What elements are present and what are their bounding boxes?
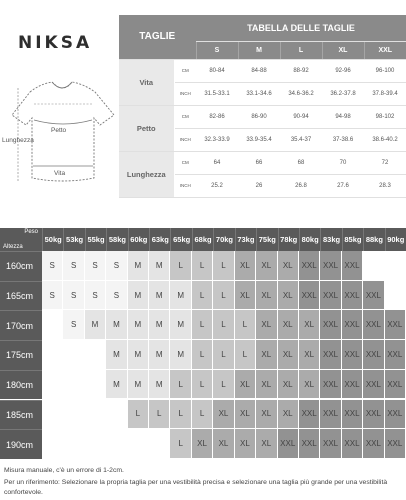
brand-logo: NIKSA (18, 33, 93, 53)
size-grid-cell: L (213, 310, 234, 340)
size-grid-cell: XL (213, 400, 234, 430)
size-grid-cell: S (42, 281, 63, 311)
size-grid-cell: XL (299, 310, 320, 340)
weight-header-cell: 85kg (342, 228, 363, 251)
size-grid-cell: XXL (320, 370, 341, 400)
size-grid-cell: XL (235, 429, 256, 459)
size-header-xl: XL (322, 41, 364, 59)
size-grid-cell (85, 400, 106, 430)
size-grid-cell: XL (235, 251, 256, 281)
size-grid-cell (85, 340, 106, 370)
measurement-value-cm: 84-88 (238, 59, 280, 82)
measurement-value-inch: 33.9-35.4 (238, 128, 280, 151)
measurement-value-cm: 98-102 (364, 105, 406, 128)
size-grid-cell (85, 370, 106, 400)
size-grid-cell: S (85, 251, 106, 281)
size-grid-cell: L (149, 400, 170, 430)
size-grid-cell: L (192, 281, 213, 311)
size-recommendation-grid (0, 228, 406, 459)
size-grid-cell: L (213, 281, 234, 311)
size-grid-cell: M (170, 281, 191, 311)
size-grid-cell: XXL (363, 370, 384, 400)
chest-label: Petto (51, 127, 67, 134)
measurement-value-inch: 38.6-40.2 (364, 128, 406, 151)
size-grid-cell: M (106, 310, 127, 340)
size-grid-cell: L (192, 251, 213, 281)
size-grid-cell: XXL (363, 340, 384, 370)
size-grid-cell: M (149, 251, 170, 281)
weight-header-cell: 80kg (299, 228, 320, 251)
measurement-value-cm: 66 (238, 151, 280, 174)
weight-header-cell: 88kg (363, 228, 384, 251)
size-grid-cell: XXL (342, 251, 363, 281)
size-grid-cell: XXL (320, 429, 341, 459)
size-grid-cell (63, 340, 84, 370)
measurement-value-cm: 86-90 (238, 105, 280, 128)
measurement-name: Petto (119, 105, 174, 151)
waist-label: Vita (54, 170, 66, 177)
size-grid-cell (63, 400, 84, 430)
measurement-name: Vita (119, 59, 174, 105)
size-grid-cell: XL (256, 310, 277, 340)
size-grid-cell (42, 429, 63, 459)
weight-header-cell: 65kg (170, 228, 191, 251)
measurement-row-cm (119, 105, 406, 128)
size-grid-cell: L (192, 370, 213, 400)
size-grid-cell (85, 429, 106, 459)
measurement-value-cm: 80-84 (196, 59, 238, 82)
taglie-header: TAGLIE (119, 15, 196, 59)
size-grid-cell: XL (278, 400, 299, 430)
weight-header-cell: 73kg (235, 228, 256, 251)
height-header-cell: 190cm (0, 429, 42, 459)
size-grid-cell: XXL (278, 429, 299, 459)
size-grid-cell: XXL (385, 400, 406, 430)
weight-header-cell: 60kg (128, 228, 149, 251)
measurement-value-inch: 31.5-33.1 (196, 82, 238, 105)
size-chart-table (119, 15, 406, 198)
measurement-value-inch: 33.1-34.6 (238, 82, 280, 105)
size-grid-cell: M (128, 251, 149, 281)
measurement-value-inch: 26.8 (280, 174, 322, 197)
measurement-value-cm: 64 (196, 151, 238, 174)
measurement-rows (119, 59, 406, 197)
weight-header-cell: 75kg (256, 228, 277, 251)
size-grid-cell: XXL (320, 251, 341, 281)
size-grid-cell: XXL (299, 429, 320, 459)
length-label: Lunghezza (2, 137, 34, 144)
size-grid-cell: L (192, 400, 213, 430)
size-grid-cell (42, 370, 63, 400)
measurement-value-inch: 25.2 (196, 174, 238, 197)
size-grid-cell: L (192, 340, 213, 370)
size-table-title: TABELLA DELLE TAGLIE (196, 15, 406, 41)
size-grid-cell: XL (278, 310, 299, 340)
size-grid-cell: M (170, 310, 191, 340)
unit-cm: CM (174, 151, 196, 174)
measurement-row-cm (119, 151, 406, 174)
size-grid-cell: XXL (342, 370, 363, 400)
weight-header-cell: 50kg (42, 228, 63, 251)
measurement-value-inch: 32.3-33.9 (196, 128, 238, 151)
size-grid-cell: L (128, 400, 149, 430)
unit-inch: INCH (174, 174, 196, 197)
size-grid-cell: XL (235, 370, 256, 400)
measurement-value-inch: 27.6 (322, 174, 364, 197)
measurement-value-cm: 92-96 (322, 59, 364, 82)
size-grid-cell: XL (299, 370, 320, 400)
size-grid-cell: XXL (385, 370, 406, 400)
size-grid-cell: L (213, 340, 234, 370)
weight-header-cell: 78kg (278, 228, 299, 251)
size-grid-cell: M (106, 370, 127, 400)
weight-header-cell: 58kg (106, 228, 127, 251)
size-grid-cell: L (170, 370, 191, 400)
size-grid-cell: S (63, 251, 84, 281)
size-grid-cell: S (85, 281, 106, 311)
height-header-cell: 185cm (0, 400, 42, 430)
size-grid-cell: S (106, 281, 127, 311)
size-grid-cell: XL (256, 251, 277, 281)
size-header-s: S (196, 41, 238, 59)
size-grid-cell: L (170, 400, 191, 430)
size-grid-cell: S (63, 281, 84, 311)
size-grid-cell: XXL (363, 429, 384, 459)
size-grid-cell: XXL (299, 251, 320, 281)
size-grid-cell (42, 310, 63, 340)
height-header-cell: 180cm (0, 370, 42, 400)
weight-axis-label: Peso (24, 229, 38, 235)
size-grid-cell: S (63, 310, 84, 340)
size-header-xxl: XXL (364, 41, 406, 59)
size-grid-cell: M (149, 370, 170, 400)
size-grid-cell: XXL (385, 429, 406, 459)
height-header-cell: 160cm (0, 251, 42, 281)
size-grid-cell: XL (299, 340, 320, 370)
size-grid-cell: M (128, 370, 149, 400)
size-grid-cell: XXL (342, 281, 363, 311)
note-measurement-error: Misura manuale, c'è un errore di 1-2cm. (4, 467, 124, 474)
measurement-value-inch: 37-38.6 (322, 128, 364, 151)
size-grid-cell: XL (235, 400, 256, 430)
size-grid-cell: XL (256, 429, 277, 459)
size-grid-cell: M (149, 310, 170, 340)
size-grid-cell: XXL (320, 310, 341, 340)
size-grid-cell: XL (278, 251, 299, 281)
measurement-value-inch: 34.6-36.2 (280, 82, 322, 105)
size-grid-cell: XXL (363, 400, 384, 430)
measurement-value-inch: 37.8-39.4 (364, 82, 406, 105)
size-grid-cell: M (128, 340, 149, 370)
weight-header-cell: 68kg (192, 228, 213, 251)
size-grid-cell: L (213, 251, 234, 281)
size-grid-cell: XL (256, 370, 277, 400)
size-grid-cell: XL (278, 370, 299, 400)
size-grid-cell: XXL (299, 281, 320, 311)
size-grid-cell: M (149, 281, 170, 311)
size-grid-cell: M (128, 281, 149, 311)
measurement-value-inch: 36.2-37.8 (322, 82, 364, 105)
measurement-value-cm: 94-98 (322, 105, 364, 128)
size-grid-cell (106, 400, 127, 430)
size-grid-cell: XL (278, 281, 299, 311)
size-grid-cell: XXL (342, 429, 363, 459)
size-grid-cell: L (213, 370, 234, 400)
size-grid-cell: XXL (385, 340, 406, 370)
size-grid-cell: XL (213, 429, 234, 459)
weight-header-cell: 63kg (149, 228, 170, 251)
height-header-cell: 170cm (0, 310, 42, 340)
measurement-value-cm: 96-100 (364, 59, 406, 82)
size-grid-cell: M (149, 340, 170, 370)
size-grid-cell: XL (192, 429, 213, 459)
size-grid-cell (42, 400, 63, 430)
size-grid-cell: XXL (342, 400, 363, 430)
size-grid-cell (63, 370, 84, 400)
size-grid-cell (385, 281, 406, 311)
measurement-row-cm (119, 59, 406, 82)
size-grid-cell: L (192, 310, 213, 340)
measurement-value-cm: 88-92 (280, 59, 322, 82)
grid-corner (0, 228, 42, 251)
unit-inch: INCH (174, 82, 196, 105)
height-axis-label: Altezza (3, 244, 23, 250)
size-grid-cell: M (170, 340, 191, 370)
measurement-value-inch: 28.3 (364, 174, 406, 197)
size-grid-cell: XXL (342, 310, 363, 340)
note-reference: Per un riferimento: Selezionare la propria taglia per una vestibilità precisa e selezionare una taglia più grande per una vestibilità confortevole. (4, 479, 388, 496)
weight-header-cell: 83kg (320, 228, 341, 251)
size-grid-cell: XL (235, 281, 256, 311)
size-grid-cell (149, 429, 170, 459)
size-grid-cell: M (128, 310, 149, 340)
size-grid-cell (63, 429, 84, 459)
unit-inch: INCH (174, 128, 196, 151)
size-grid-cell: XXL (363, 281, 384, 311)
size-grid-cell: L (235, 310, 256, 340)
size-grid-cell: S (106, 251, 127, 281)
unit-cm: CM (174, 105, 196, 128)
size-grid-cell: XL (256, 400, 277, 430)
unit-cm: CM (174, 59, 196, 82)
size-grid-cell (106, 429, 127, 459)
size-grid-cell (363, 251, 384, 281)
size-grid-cell: M (106, 340, 127, 370)
size-grid-cell: XXL (363, 310, 384, 340)
size-grid-cell: XXL (299, 400, 320, 430)
size-grid-cell: L (170, 429, 191, 459)
size-grid-cell: XXL (385, 310, 406, 340)
size-grid-cell: XXL (320, 281, 341, 311)
size-grid-cell: S (42, 251, 63, 281)
measurement-value-inch: 35.4-37 (280, 128, 322, 151)
size-grid-cell: XXL (320, 400, 341, 430)
measurement-name: Lunghezza (119, 151, 174, 197)
size-header-l: L (280, 41, 322, 59)
size-grid-cell: XL (256, 340, 277, 370)
size-grid-cell (42, 340, 63, 370)
weight-header-cell: 55kg (85, 228, 106, 251)
weight-header-cell: 90kg (385, 228, 406, 251)
size-grid-cell: XXL (320, 340, 341, 370)
size-grid-cell: L (235, 340, 256, 370)
measurement-value-cm: 90-94 (280, 105, 322, 128)
height-header-cell: 175cm (0, 340, 42, 370)
size-grid-cell: XL (278, 340, 299, 370)
weight-header-cell: 70kg (213, 228, 234, 251)
size-grid-cell (128, 429, 149, 459)
size-grid-cell (385, 251, 406, 281)
measurement-value-inch: 26 (238, 174, 280, 197)
height-header-cell: 165cm (0, 281, 42, 311)
measurement-value-cm: 70 (322, 151, 364, 174)
measurement-value-cm: 72 (364, 151, 406, 174)
size-header-m: M (238, 41, 280, 59)
size-grid-cell: XXL (342, 340, 363, 370)
measurement-value-cm: 82-86 (196, 105, 238, 128)
size-grid-cell: XL (256, 281, 277, 311)
weight-header-cell: 53kg (63, 228, 84, 251)
measurement-value-cm: 68 (280, 151, 322, 174)
size-grid-cell: L (170, 251, 191, 281)
size-grid-cell: M (85, 310, 106, 340)
